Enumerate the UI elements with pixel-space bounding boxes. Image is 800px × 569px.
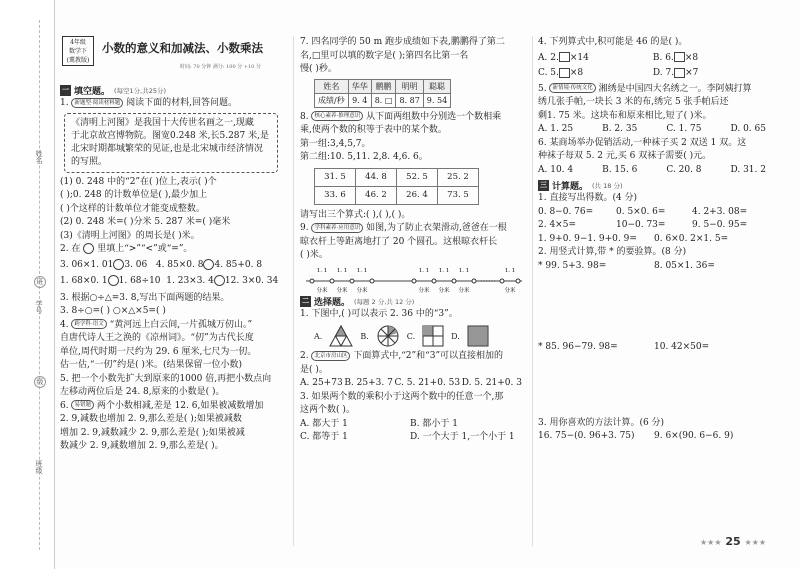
gap-unit: 分米 (504, 287, 516, 293)
table-cell: 33. 6 (315, 186, 356, 204)
rod-hole (432, 279, 436, 283)
rod-hole (452, 279, 456, 283)
calc-row (538, 219, 778, 233)
question-line: 名,□里可以填的数字是( );第四名比第一名 (300, 50, 469, 61)
question-line: 3. 8÷○=( ) ○×△×5=( ) (60, 306, 166, 316)
question-line: 乘,使两个数的积等于表中的某个数。 (300, 125, 447, 135)
expression: 4. 85+0. 8 (214, 259, 263, 270)
calc-item: 0. 5×0. 6= (616, 206, 666, 217)
option[interactable]: A. 25+73 (300, 378, 343, 388)
question-line: 2. 9,减数也增加 2. 9,那么差是( );如果被减数 (60, 414, 242, 424)
table-cell: 52. 5 (397, 168, 438, 186)
option[interactable]: D. 5. 21+0. 3 (461, 378, 522, 388)
calc-row (538, 206, 778, 220)
table-cell: 8. 87 (396, 93, 423, 107)
choice-question-6: 6. 某商场举办促销活动,一种袜子买 2 双送 1 双。这 (538, 137, 747, 148)
choice-question-3: 3. 如果两个数的乘积小于这两个数中的任意一个,那 (300, 391, 504, 402)
calc-item: 10. 42×50= (654, 342, 710, 352)
grade-text: 4年级 (70, 39, 86, 46)
running-results-table (314, 79, 451, 108)
column-divider (532, 36, 533, 546)
calc-item: 8. 05×1. 36= (654, 260, 715, 271)
option[interactable]: C. 1. 75 (666, 124, 702, 134)
gap-unit: 分米 (438, 287, 450, 293)
option-text: ×7 (685, 68, 699, 78)
choice-options (538, 123, 766, 137)
option[interactable]: D. 一个大于 1,一个小于 1 (410, 432, 515, 442)
rod-hole (516, 279, 520, 283)
choice-options (538, 67, 778, 81)
question-line: 慢( )秒。 (300, 64, 337, 74)
comparison-row (60, 259, 288, 273)
gap-label: 1. 1 (418, 267, 430, 274)
table-header: 聪聪 (423, 79, 450, 93)
table-cell: 46. 2 (356, 186, 397, 204)
question-text: 里填上“>”“<”或“=”。 (97, 244, 193, 254)
section-number: 三 (540, 181, 547, 189)
question-line: 自唐代诗人王之涣的《凉州词》。“仞”为古代长度 (60, 333, 254, 343)
question-line: (3)《清明上河图》的周长是( )米。 (60, 230, 200, 241)
question-line: 请写出三个算式:( ),( ),( )。 (300, 209, 411, 220)
question-6 (60, 400, 288, 414)
question-tag: 易错题 (71, 400, 94, 410)
option-text: ×8 (684, 52, 699, 63)
option[interactable]: B. 25+3. 7 (344, 378, 393, 388)
calc-question-3: 3. 用你喜欢的方法计算。(6 分) (538, 417, 665, 428)
triangle-figure-icon (328, 324, 354, 348)
expression: 4. 85×0. 8 (155, 259, 204, 270)
material-line: 北宋时期都城繁荣的见证,也是北宋城市经济情况 (71, 143, 263, 154)
calc-item: 1. 9+0. 9−1. 9+0. 9= (538, 233, 637, 244)
circle-blank[interactable] (203, 259, 214, 270)
calc-item: 9. 6×(90. 6−6. 9) (654, 431, 734, 441)
option[interactable]: A. 都大于 1 (300, 418, 348, 429)
question-line: ( )米。 (300, 250, 328, 260)
material-line: 《清明上河图》是我国十大传世名画之一,现藏 (71, 117, 254, 128)
question-tag: 北京市房山区 (311, 351, 350, 361)
table-cell: 31. 5 (315, 168, 356, 186)
grade-badge (62, 36, 94, 66)
question-line: (2) 0. 248 米=( )分米 5. 287 米=( )毫米 (60, 217, 231, 227)
option[interactable]: A. 1. 25 (538, 124, 574, 134)
expression: 12. 3×0. 34 (224, 276, 279, 286)
gap-unit: 分米 (316, 287, 328, 293)
reading-material-box (64, 113, 278, 173)
table-cell: 44. 8 (356, 168, 397, 186)
question-line: (1) 0. 248 中的“2”在( )位上,表示( )个 (60, 176, 217, 187)
gap-label: 1. 1 (504, 267, 516, 274)
circle-blank[interactable] (83, 243, 94, 254)
choice-options (300, 418, 528, 432)
rod-hole (472, 279, 476, 283)
question-line: 晾衣杆上等距离地打了 20 个圆孔。这根晾衣杆长 (300, 236, 498, 247)
question-line: 这两个数( )。 (300, 405, 355, 415)
gap-label: 1. 1 (458, 267, 470, 274)
option[interactable]: B. 都小于 1 (410, 418, 458, 429)
rod-hole (310, 279, 314, 283)
expression: 1. 68×0. 1 (60, 276, 108, 286)
calc-item: * 85. 96−79. 98= (538, 342, 618, 352)
class-label: 班级 (35, 460, 43, 474)
option[interactable]: B. 15. 6 (602, 164, 638, 175)
question-line: 数减少 2. 9,减数增加 2. 9,那么差是( )。 (60, 441, 224, 451)
question-line: 是( )。 (300, 364, 328, 375)
question-number: 6. (60, 400, 69, 411)
section-fill-blank (60, 84, 288, 97)
circle-blank[interactable] (214, 275, 225, 286)
calc-item: 0. 8−0. 76= (538, 206, 594, 217)
circle-blank[interactable] (108, 275, 119, 286)
edition-text: (冀教版) (66, 57, 90, 64)
question-tag: 学科素养·应用意识 (311, 223, 363, 233)
question-tag: 核心素养·推理意识 (311, 111, 363, 121)
expression: 1. 68÷10 (118, 276, 161, 286)
calc-item: * 99. 5+3. 98= (538, 260, 607, 271)
rod-hole (350, 279, 354, 283)
name-label: 姓名 (35, 150, 43, 164)
option[interactable]: C. 20. 8 (666, 164, 702, 175)
section-number: 二 (302, 296, 309, 305)
table-header: 姓名 (315, 79, 349, 93)
question-2 (60, 243, 288, 257)
calc-item: 4. 2+3. 08= (692, 206, 748, 217)
question-text: “黄河远上白云间,一片孤城万仞山。” (109, 319, 253, 330)
subject-text: 数学下 (68, 48, 87, 55)
question-9: 9. 学科素养·应用意识 如图,为了防止衣架滑动,爸爸在一根 (300, 223, 507, 233)
question-line: 左移动两位后是 24. 8,原来的小数是( )。 (60, 387, 225, 397)
table-cell: 26. 4 (397, 186, 438, 204)
section-score: (每空1分,共25分) (114, 87, 167, 95)
question-line: 单位,周代时期一尺约为 29. 6 厘米,七尺为一仞。 (60, 346, 257, 357)
section-title: 计算题。 (552, 182, 589, 192)
column-divider (293, 36, 294, 546)
option[interactable]: B. 6. (652, 52, 674, 63)
pie-figure-icon (375, 324, 401, 348)
choice-options (300, 431, 528, 445)
choice-question-5: 5. 新情境·传统文化 湘绣是中国四大名绣之一。李阿姨打算 (538, 83, 752, 94)
digit-box[interactable] (559, 52, 570, 62)
option-text: ×14 (569, 52, 589, 63)
table-cell: 25. 2 (438, 168, 479, 186)
column-3 (538, 36, 778, 444)
rod-hole (500, 279, 504, 283)
gap-label: 1. 1 (316, 267, 328, 274)
table-cell: 成绩/秒 (315, 93, 349, 107)
binding-hole: 班 (34, 276, 46, 288)
question-text: 两个小数相减,差是 12. 6,如果被减数增加 (96, 400, 264, 411)
question-1: 1. 新题型·阅读材料题 阅读下面的材料,回答问题。 (60, 98, 237, 108)
choice-options (538, 52, 778, 66)
section-calculation (538, 179, 778, 192)
digit-box[interactable] (674, 68, 685, 78)
question-text: 2. 在 (60, 244, 81, 254)
answer-space[interactable] (538, 273, 778, 341)
choice-question-4: 4. 下列算式中,积可能是 46 的是( )。 (538, 37, 688, 47)
choice-question-2: 2. 北京市房山区 下面算式中,“2”和“3”可以直接相加的 (300, 351, 504, 361)
option-label[interactable]: A. (314, 331, 323, 341)
calc-item: 10−0. 73= (616, 220, 666, 230)
question-5: 5. 把一个小数先扩大到原来的1000 倍,再把小数点向 (60, 373, 272, 384)
option[interactable]: C. 都等于 1 (300, 432, 348, 442)
hundred-grid-figure-icon (466, 324, 490, 348)
expression: 3. 06×1. 01 (60, 259, 114, 270)
section-score: (共 18 分) (592, 182, 623, 190)
question-tag: 新情境·传统文化 (549, 83, 595, 93)
column-2 (300, 36, 528, 445)
square-grid-figure-icon (421, 324, 445, 348)
question-line: 种袜子每双 5. 2 元,买 6 双袜子需要( )元。 (538, 151, 712, 161)
question-text: 如图,为了防止衣架滑动,爸爸在一根 (366, 223, 507, 233)
section-title: 填空题。 (74, 87, 111, 97)
calc-question-1: 1. 直接写出得数。(4 分) (538, 193, 638, 203)
choice-options (300, 377, 522, 391)
page-title: 小数的意义和加减法、小数乘法 (102, 41, 263, 55)
question-text: 下面算式中,“2”和“3”可以直接相加的 (353, 351, 504, 361)
expression: 1. 23×3. 4 (166, 276, 214, 286)
rod-hole (330, 279, 334, 283)
calc-item: 2. 4×5= (538, 220, 576, 230)
option-text: ×8 (569, 68, 584, 78)
calc-row (538, 430, 778, 444)
binding-hole: 级 (34, 376, 46, 388)
choice-options (538, 164, 766, 178)
calc-item: 0. 6×0. 2×1. 5= (654, 233, 729, 244)
calc-row (538, 260, 778, 274)
option[interactable]: C. 5. 21+0. 53 (394, 378, 461, 388)
calc-item: 16. 75−(0. 96+3. 75) (538, 431, 635, 441)
calc-row (538, 341, 778, 355)
table-cell: 9. 54 (423, 93, 450, 107)
question-line: 绣几张手帕,一块长 3 米的布,绣完 5 张手帕后还 (538, 97, 729, 107)
question-tag: 新题型·阅读材料题 (71, 98, 123, 108)
question-number: 4. (60, 319, 69, 330)
student-id-label: 学号 (35, 300, 43, 314)
question-line: 估一估,“一仞”约是( )米。(结果保留一位小数) (60, 360, 242, 370)
calc-item: 9. 5−0. 95= (692, 220, 748, 230)
question-8: 8. 核心素养·推理意识 从下面两组数中分别选一个数相乘 (300, 111, 502, 122)
gap-label: 1. 1 (438, 267, 450, 274)
section-number: 一 (62, 86, 69, 94)
question-tag: 跨学科·语文 (71, 319, 106, 329)
choice-question-1: 1. 下图中,( )可以表示 2. 36 中的“3”。 (300, 308, 458, 319)
digit-box[interactable] (674, 52, 685, 62)
question-text: 阅读下面的材料,回答问题。 (126, 98, 237, 108)
question-line: 剩1. 75 米。这块布和原来相比,短了( )米。 (538, 110, 712, 121)
option[interactable]: C. 5. (538, 68, 559, 78)
calc-row (538, 233, 778, 247)
ellipsis-mark: ······ (480, 276, 496, 286)
table-header: 明明 (396, 79, 423, 93)
question-3: 3. 根据○÷△=3. 8,写出下面两题的结果。 (60, 292, 230, 303)
material-line: 于北京故宫博物院。图宽0.248 米,长5.287 米,是 (71, 130, 269, 141)
section-choice (300, 295, 528, 308)
option[interactable]: D. 0. 65 (730, 124, 766, 134)
worksheet-header (60, 36, 288, 84)
rod-svg (304, 265, 524, 293)
option[interactable]: A. 2. (538, 52, 559, 63)
expression: 3. 06 (124, 259, 148, 270)
binding-margin (0, 0, 55, 569)
question-text: 湘绣是中国四大名绣之一。李阿姨打算 (598, 83, 752, 94)
figure-options (314, 324, 528, 348)
clothes-rod-diagram (304, 265, 528, 293)
section-score: (每题 2 分,共 12 分) (354, 297, 415, 306)
option[interactable]: D. 7. (652, 68, 675, 78)
material-line: 的写照。 (71, 156, 108, 167)
option-label[interactable]: B. (360, 331, 369, 341)
question-text: 从下面两组数中分别选一个数相乘 (366, 111, 502, 122)
question-line: 第二组:10. 5,11. 2,8. 4,6. 6。 (300, 152, 428, 162)
question-line: 增加 2. 9,减数减少 2. 9,那么差是( );如果被减 (60, 427, 245, 438)
table-cell: 73. 5 (438, 186, 479, 204)
option[interactable]: A. 10. 4 (538, 164, 574, 175)
gap-label: 1. 1 (336, 267, 348, 274)
circle-blank[interactable] (113, 259, 124, 270)
page-number: ★★★ 25 ★★★ (700, 535, 767, 548)
question-line: ( );0. 248 的计数单位是( ),最少加上 (60, 190, 208, 200)
comparison-row (60, 275, 288, 289)
gap-unit: 分米 (458, 287, 470, 293)
product-table (314, 168, 479, 205)
option-label[interactable]: D. (451, 331, 460, 341)
table-cell: 9. 4 (348, 93, 371, 107)
question-line: ( )个这样的计数单位才能变成整数。 (60, 203, 205, 214)
section-title: 选择题。 (314, 297, 351, 308)
table-cell[interactable]: 8. □ (371, 93, 396, 107)
column-1 (60, 36, 288, 454)
calc-question-2: 2. 用竖式计算,带 * 的要验算。(8 分) (538, 247, 687, 257)
page-number-text: 25 (725, 535, 741, 548)
question-line: 第一组:3,4,5,7。 (300, 138, 371, 149)
option[interactable]: D. 31. 2 (730, 164, 766, 175)
question-7: 7. 四名同学的 50 m 跑步成绩如下表,鹏鹏得了第二 (300, 37, 505, 47)
table-header: 华华 (348, 79, 371, 93)
question-4 (60, 319, 288, 333)
option[interactable]: B. 2. 35 (602, 124, 638, 134)
table-header: 鹏鹏 (371, 79, 396, 93)
answer-space[interactable] (538, 355, 778, 417)
rod-hole (370, 279, 374, 283)
digit-box[interactable] (559, 68, 570, 78)
option-label[interactable]: C. (406, 331, 416, 341)
gap-unit: 分米 (336, 287, 348, 293)
gap-label: 1. 1 (356, 267, 368, 274)
time-score-info: 时间: 70 分钟 满分: 100 分 +10 分 (180, 64, 261, 70)
gap-unit: 分米 (418, 287, 430, 293)
gap-unit: 分米 (356, 287, 368, 293)
rod-hole (412, 279, 416, 283)
